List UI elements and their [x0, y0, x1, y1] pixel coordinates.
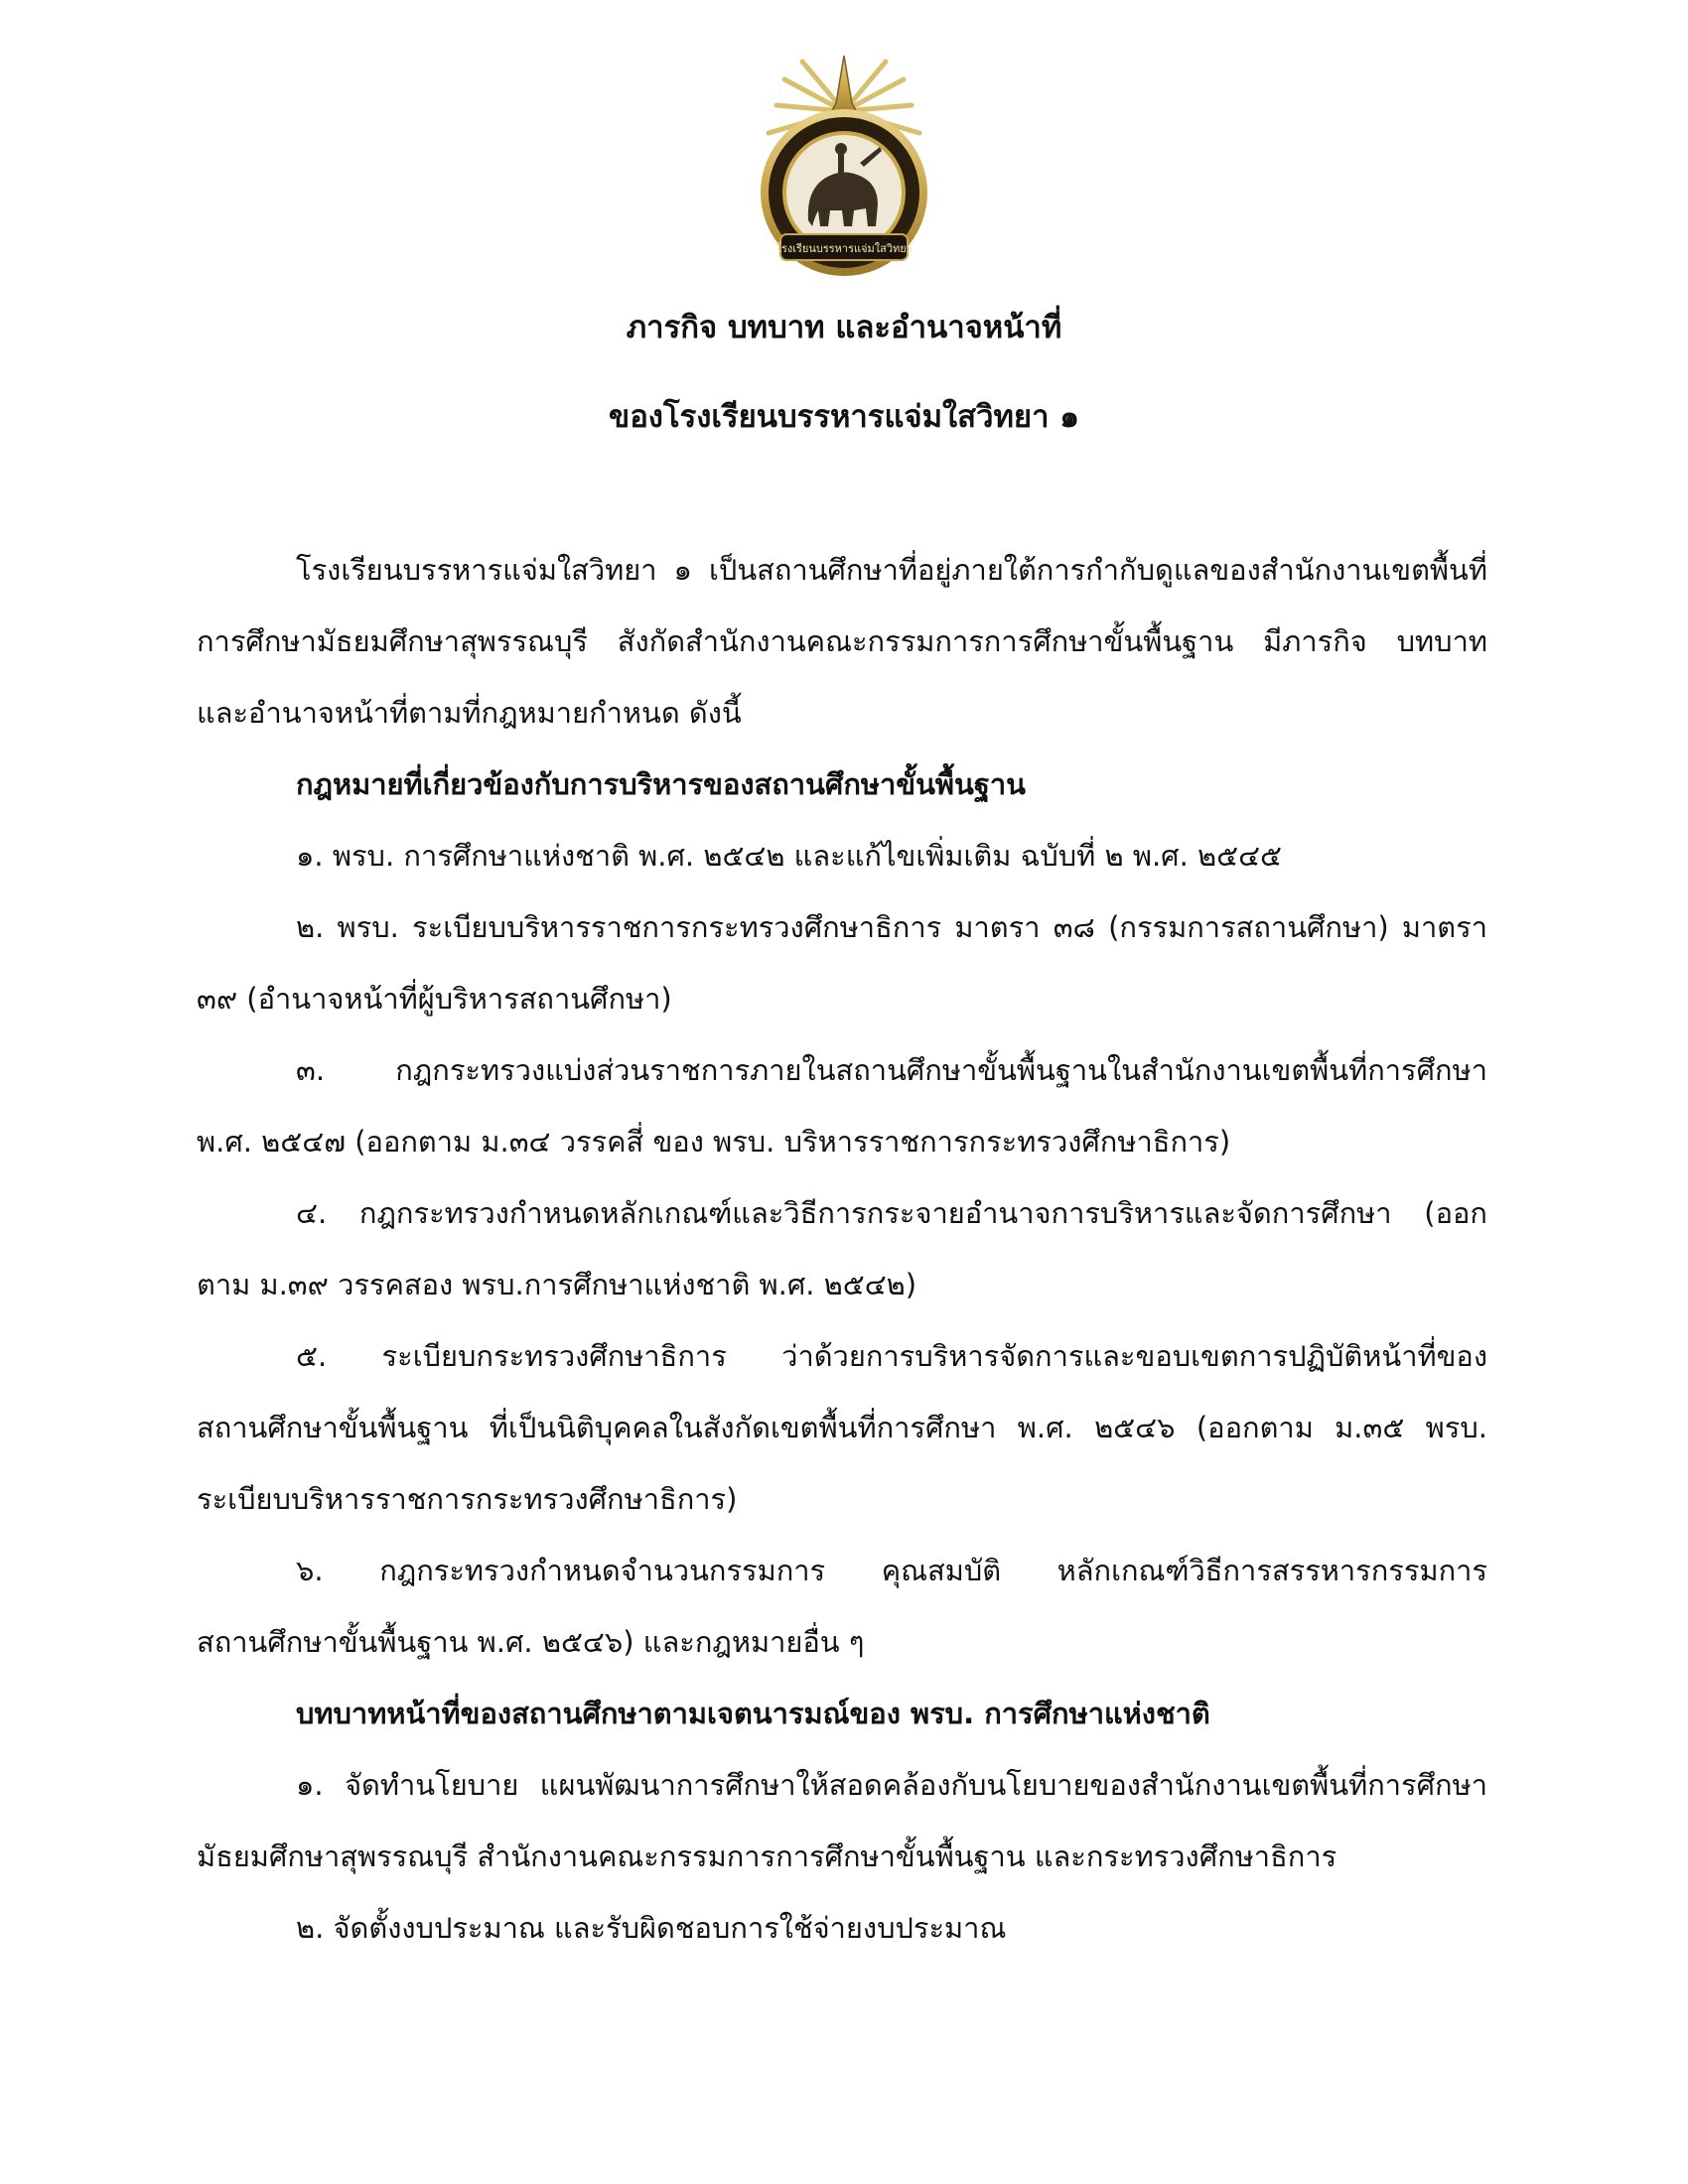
document-title-line2: ของโรงเรียนบรรหารแจ่มใสวิทยา ๑ [609, 399, 1079, 435]
law-item-1: ๑. พรบ. การศึกษาแห่งชาติ พ.ศ. ๒๕๔๒ และแก้ไขเพิ่มเติม ฉบับที่ ๒ พ.ศ. ๒๕๔๕ [296, 839, 1282, 873]
role-item-1-cont: มัธยมศึกษาสุพรรณบุรี สำนักงานคณะกรรมการการศึกษาขั้นพื้นฐาน และกระทรวงศึกษาธิการ [197, 1840, 1337, 1873]
school-emblem-logo [751, 52, 937, 278]
law-item-4: ๔. กฎกระทรวงกำหนดหลักเกณฑ์และวิธีการกระจายอำนาจการบริหารและจัดการศึกษา (ออก [296, 1196, 1487, 1230]
law-item-4-cont: ตาม ม.๓๙ วรรคสอง พรบ.การศึกษาแห่งชาติ พ.ศ. ๒๕๔๒) [197, 1268, 917, 1301]
intro-line: การศึกษามัธยมศึกษาสุพรรณบุรี สังกัดสำนักงานคณะกรรมการการศึกษาขั้นพื้นฐาน มีภารกิจ บทบาท [197, 624, 1487, 658]
law-item-2-cont: ๓๙ (อำนาจหน้าที่ผู้บริหารสถานศึกษา) [197, 982, 672, 1016]
document-body [197, 534, 1487, 1964]
roles-heading: บทบาทหน้าที่ของสถานศึกษาตามเจตนารมณ์ของ พรบ. การศึกษาแห่งชาติ [296, 1697, 1210, 1730]
role-item-2: ๒. จัดตั้งงบประมาณ และรับผิดชอบการใช้จ่ายงบประมาณ [296, 1911, 1007, 1945]
law-item-3: ๓. กฎกระทรวงแบ่งส่วนราชการภายในสถานศึกษาขั้นพื้นฐานในสำนักงานเขตพื้นที่การศึกษา [296, 1053, 1487, 1087]
law-item-6-cont: สถานศึกษาขั้นพื้นฐาน พ.ศ. ๒๕๔๖) และกฎหมายอื่น ๆ [197, 1625, 865, 1659]
laws-heading: กฎหมายที่เกี่ยวข้องกับการบริหารของสถานศึกษาขั้นพื้นฐาน [296, 767, 1026, 801]
intro-line: โรงเรียนบรรหารแจ่มใสวิทยา ๑ เป็นสถานศึกษาที่อยู่ภายใต้การกำกับดูแลของสำนักงานเขตพื้นที่ [296, 553, 1487, 587]
law-item-5-cont: สถานศึกษาขั้นพื้นฐาน ที่เป็นนิติบุคคลในสังกัดเขตพื้นที่การศึกษา พ.ศ. ๒๕๔๖ (ออกตาม ม.๓๕ พรบ. [197, 1411, 1487, 1444]
law-item-5-cont: ระเบียบบริหารราชการกระทรวงศึกษาธิการ) [197, 1482, 738, 1516]
law-item-5: ๕. ระเบียบกระทรวงศึกษาธิการ ว่าด้วยการบริหารจัดการและขอบเขตการปฏิบัติหน้าที่ของ [296, 1339, 1487, 1373]
emblem-ring-text: โรงเรียนบรรหารแจ่มใสวิทยา [775, 242, 913, 255]
law-item-3-cont: พ.ศ. ๒๕๔๗ (ออกตาม ม.๓๔ วรรคสี่ ของ พรบ. บริหารราชการกระทรวงศึกษาธิการ) [197, 1125, 1231, 1159]
document-title-line1: ภารกิจ บทบาท และอำนาจหน้าที่ [626, 310, 1062, 345]
law-item-6: ๖. กฎกระทรวงกำหนดจำนวนกรรมการ คุณสมบัติ หลักเกณฑ์วิธีการสรรหารกรรมการ [296, 1554, 1487, 1587]
role-item-1: ๑. จัดทำนโยบาย แผนพัฒนาการศึกษาให้สอดคล้องกับนโยบายของสำนักงานเขตพื้นที่การศึกษา [296, 1768, 1487, 1802]
law-item-2: ๒. พรบ. ระเบียบบริหารราชการกระทรวงศึกษาธิการ มาตรา ๓๘ (กรรมการสถานศึกษา) มาตรา [296, 910, 1487, 944]
intro-line: และอำนาจหน้าที่ตามที่กฎหมายกำหนด ดังนี้ [197, 696, 742, 730]
